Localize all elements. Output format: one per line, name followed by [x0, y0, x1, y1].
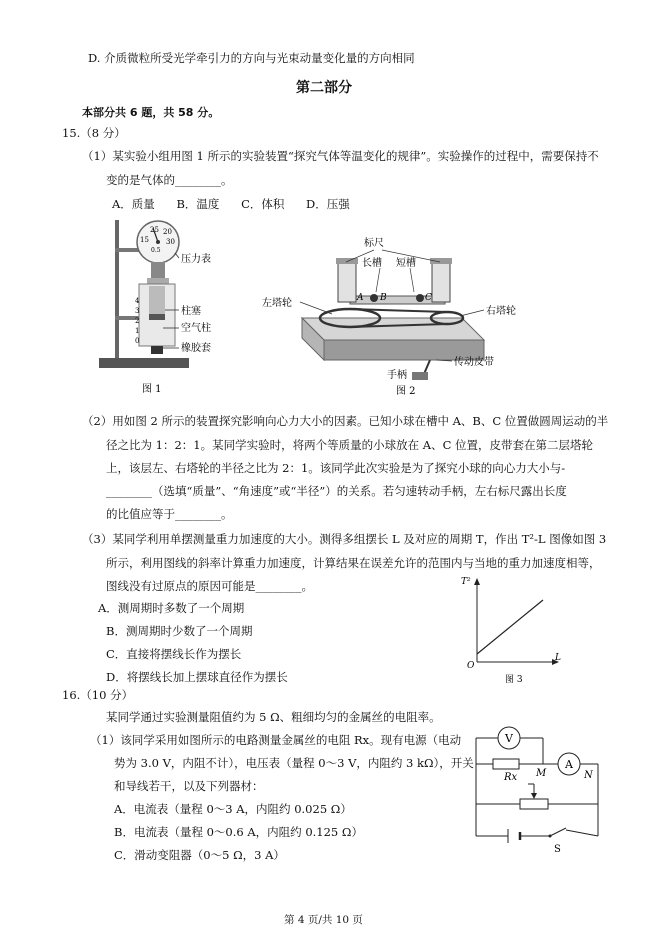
voltmeter-label: V — [505, 732, 513, 745]
q16-p1-line2: 势为 3.0 V，内阻不计），电压表（量程 0～3 V，内阻约 3 kΩ），开关 — [114, 756, 474, 770]
q16-option-c: C．滑动变阻器（0～5 Ω，3 A） — [114, 848, 285, 862]
q16-p1-line3: 和导线若干，以及下列器材： — [114, 779, 264, 793]
figure-2-caption: 图 2 — [396, 386, 416, 397]
q16-p1-line1: （1）该同学采用如图所示的电路测量金属丝的电阻 Rx。现有电源（电动 — [90, 733, 462, 747]
y-label: T² — [461, 577, 471, 587]
q16-option-b: B．电流表（量程 0～0.6 A，内阻约 0.125 Ω） — [114, 825, 363, 839]
q15-header: 15.（8 分） — [62, 126, 126, 140]
q15-p3-option-d: D．将摆线长加上摆球直径作为摆长 — [106, 670, 288, 684]
q15-p3-line3: 图线没有过原点的原因可能是________。 — [106, 579, 313, 593]
q15-p3-option-a: A．测周期时多数了一个周期 — [98, 601, 245, 615]
q15-p1-options — [112, 196, 368, 212]
x-label: L — [555, 653, 561, 663]
label-handle: 手柄 — [387, 370, 407, 381]
label-long-groove: 长槽 — [362, 258, 382, 269]
circuit-diagram — [468, 722, 613, 857]
stand-rod-icon — [115, 220, 119, 360]
figure-3 — [455, 574, 575, 686]
scale-0: 0 — [135, 337, 140, 345]
scale-3: 3 — [135, 307, 140, 315]
right-tower-icon — [432, 262, 450, 302]
part-intro: 本部分共 6 题，共 58 分。 — [82, 106, 220, 119]
q16-intro: 某同学通过实验测量阻值约为 5 Ω、粗细均匀的金属丝的电阻率。 — [106, 710, 441, 724]
q16-option-a: A．电流表（量程 0～3 A，内阻约 0.025 Ω） — [114, 802, 352, 816]
option-c: C．体积 — [241, 197, 285, 211]
node-n-label: N — [584, 770, 593, 781]
q15-p1-line2: 变的是气体的________。 — [106, 173, 233, 187]
part-title: 第二部分 — [296, 80, 352, 96]
graph-line — [477, 600, 543, 654]
option-b: B．温度 — [176, 197, 220, 211]
q15-p2-line4: ________（选填“质量”、“角速度”或“半径”）的关系。若匀速转动手柄，左右标尺露出长度 — [106, 484, 567, 498]
q15-p1-line1: （1）某实验小组用图 1 所示的实验装置“探究气体等温变化的规律”。实验操作的过程中，需要保持不 — [82, 149, 599, 163]
page-footer: 第 4 页/共 10 页 — [284, 914, 363, 926]
scale-2: 2 — [135, 317, 140, 325]
left-tower-icon — [338, 262, 356, 302]
label-c: C — [425, 293, 432, 303]
q15-p3-line2: 所示，利用图线的斜率计算重力加速度，计算结果在误差允许的范围内与当地的重力加速度相等， — [106, 556, 601, 570]
q15-p2-line1: （2）用如图 2 所示的装置探究影响向心力大小的因素。已知小球在槽中 A、B、C 位置做圆周运动的半 — [82, 414, 609, 428]
label-a: A — [357, 293, 364, 303]
origin-label: O — [467, 661, 475, 671]
option-a: A．质量 — [112, 197, 155, 211]
q15-p2-line3: 上，该层左、右塔轮的半径之比为 2：1。该同学此次实验是为了探究小球的向心力大小与- — [106, 461, 566, 475]
label-ruler: 标尺 — [364, 238, 384, 249]
resistor-rx-icon — [493, 759, 519, 769]
apparatus-base-icon — [302, 318, 484, 340]
label-air-column: 空气柱 — [181, 323, 211, 334]
figure-2 — [262, 228, 522, 400]
gauge-num-left: 15 — [140, 236, 149, 244]
label-rubber-cap: 橡胶套 — [181, 343, 211, 354]
gauge-num-top: 25 — [150, 226, 159, 234]
gauge-num-low: 0.5 — [151, 247, 161, 254]
rheostat-icon — [520, 799, 548, 809]
label-b: B — [380, 293, 387, 303]
q14-option-d: D. 介质微粒所受光学牵引力的方向与光束动量变化量的方向相同 — [88, 51, 415, 65]
option-d: D．压强 — [306, 197, 350, 211]
stand-base-icon — [99, 358, 189, 368]
scale-1: 1 — [135, 327, 140, 335]
node-m-label: M — [536, 768, 547, 779]
q15-p3-option-c: C．直接将摆线长作为摆长 — [106, 647, 242, 661]
label-right-tower: 右塔轮 — [486, 306, 516, 317]
gauge-num-right: 30 — [166, 238, 175, 246]
label-plunger: 柱塞 — [181, 306, 201, 317]
gauge-num-mid: 20 — [163, 228, 172, 236]
q15-p2-line2: 径之比为 1：2：1。某同学实验时，将两个等质量的小球放在 A、C 位置，皮带套在第二层塔轮 — [106, 438, 594, 452]
q15-p3-option-b: B．测周期时少数了一个周期 — [106, 624, 253, 638]
ball-c-icon — [416, 294, 424, 302]
ball-a-icon — [370, 294, 378, 302]
label-belt: 传动皮带 — [454, 357, 494, 368]
q16-header: 16.（10 分） — [62, 688, 134, 702]
label-left-tower: 左塔轮 — [262, 298, 292, 309]
label-short-groove: 短槽 — [396, 258, 416, 269]
switch-label: S — [554, 844, 561, 855]
label-pressure-gauge: 压力表 — [181, 254, 211, 265]
figure-1 — [95, 220, 235, 400]
handle-icon — [412, 372, 428, 380]
q15-p3-line1: （3）某同学利用单摆测量重力加速度的大小。测得多组摆长 L 及对应的周期 T，作出 T²-L 图像如图 3 — [82, 532, 607, 546]
ammeter-label: A — [565, 758, 573, 771]
resistor-label: Rx — [504, 772, 518, 783]
scale-4: 4 — [135, 297, 140, 305]
figure-1-caption: 图 1 — [142, 384, 162, 395]
figure-3-caption: 图 3 — [505, 675, 523, 685]
q15-p2-line5: 的比值应等于________。 — [106, 507, 233, 521]
